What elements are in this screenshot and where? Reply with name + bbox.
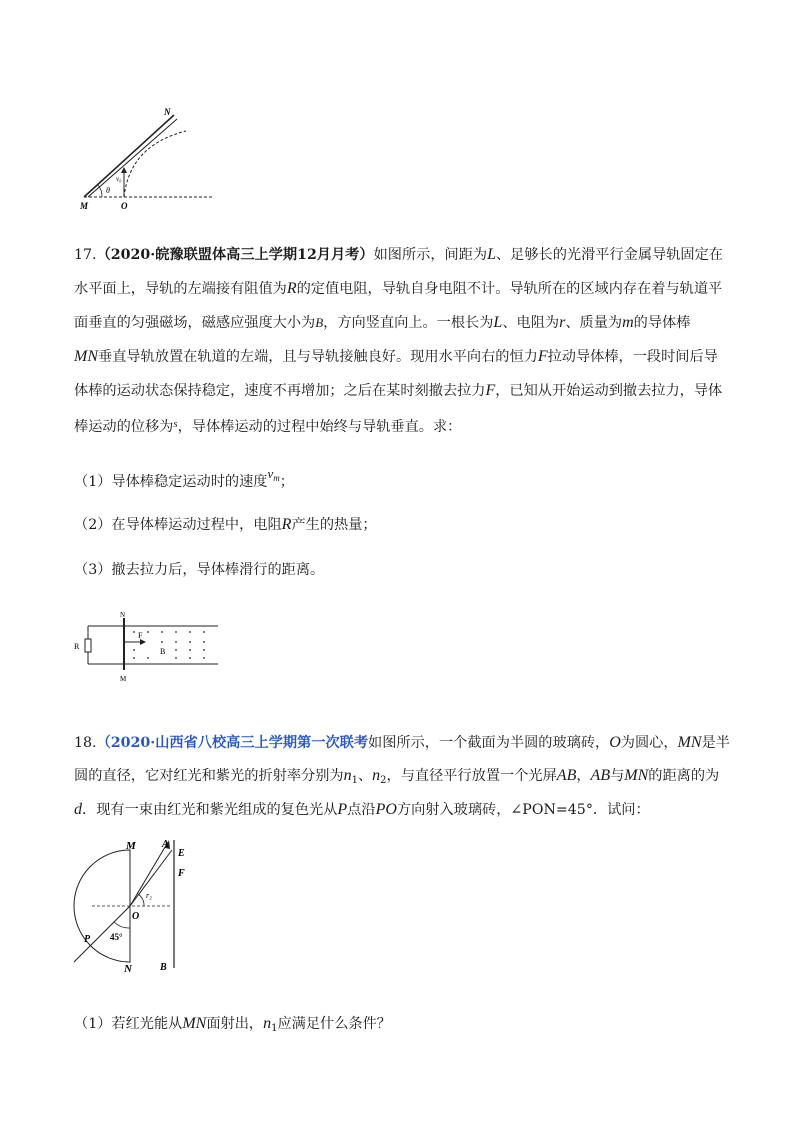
field-dots	[133, 631, 205, 659]
q18-line-1	[74, 733, 730, 753]
label-N: N	[120, 611, 126, 619]
q18-source: （2020·山西省八校高三上学期第一次联考	[96, 735, 369, 751]
text: 面垂直的匀强磁场，磁感应强度大小为	[74, 315, 316, 331]
incline-rail-2	[88, 119, 177, 197]
label-O: O	[132, 911, 140, 922]
var-m-sub: m	[273, 473, 280, 483]
sub-1: 1	[351, 775, 358, 786]
var-L: L	[487, 246, 496, 263]
semicircle-glass-diagram	[72, 836, 202, 976]
var-d: d	[74, 801, 82, 818]
q17-line-3	[74, 313, 690, 333]
q17-number: 17.	[74, 247, 97, 263]
text: ，与直径平行放置一个光屏	[386, 768, 557, 784]
var-MN: MN	[624, 767, 649, 784]
resistor	[85, 639, 91, 652]
text: ，已知从开始运动到撤去拉力，导体	[495, 383, 723, 399]
text: 如图所示，间距为	[373, 247, 488, 263]
label-A: A	[162, 839, 169, 850]
var-AB: AB	[556, 767, 577, 784]
label-M: M	[120, 675, 127, 683]
q17-line-5	[74, 381, 722, 401]
label-v0: v₀	[116, 175, 122, 183]
var-P: P	[337, 801, 348, 818]
text: 水平面上，导轨的左端接有阻值为	[74, 281, 287, 297]
label-B: B	[160, 647, 166, 656]
label-45: 45°	[110, 932, 123, 942]
angle-PON: ∠PON=45°	[510, 802, 593, 818]
text: 方向射入玻璃砖，	[396, 802, 511, 818]
text: 为圆心，	[620, 735, 678, 751]
text: 圆的直径，它对红光和紫光的折射率分别为	[74, 768, 344, 784]
var-MN: MN	[677, 734, 702, 751]
q18-line-3	[74, 800, 650, 820]
var-m: m	[622, 314, 634, 331]
text: 是半	[701, 735, 730, 751]
incline-diagram	[78, 105, 218, 217]
q18-line-2	[74, 766, 719, 791]
label-r2: r₂	[146, 891, 152, 900]
rail-circuit-diagram	[74, 608, 224, 688]
sub-2: 2	[380, 775, 387, 786]
text: 产生的热量；	[291, 517, 377, 533]
var-L: L	[493, 314, 503, 331]
q18-sub-1	[74, 1014, 391, 1039]
var-F: F	[485, 382, 496, 399]
text: 、足够长的光滑平行金属导轨固定在	[495, 247, 723, 263]
var-B: B	[315, 315, 324, 330]
q17-source: （2020·皖豫联盟体高三上学期12月月考）	[96, 247, 374, 263]
var-AB: AB	[590, 767, 611, 784]
q17-line-2	[74, 279, 722, 299]
text: 、质量为	[565, 315, 623, 331]
text: （3）撤去拉力后，导体棒滑行的距离。	[74, 562, 325, 578]
text: ；	[279, 474, 294, 490]
text: （1）导体棒稳定运动时的速度	[74, 474, 268, 490]
label-N: N	[164, 107, 171, 117]
sub-1: 1	[271, 1023, 278, 1034]
q17-sub-1	[74, 464, 294, 492]
text: 、	[357, 768, 373, 784]
q17-line-4	[74, 347, 718, 367]
q17-line-6	[74, 414, 461, 437]
text: 垂直导轨放置在轨道的左端，且与导轨接触良好。现用水平向右的恒力	[98, 349, 538, 365]
q17-sub-3	[74, 560, 324, 580]
text: ，	[576, 768, 591, 784]
var-O: O	[609, 734, 621, 751]
label-theta: θ	[106, 186, 110, 195]
text: 、电阻为	[502, 315, 560, 331]
label-P: P	[84, 934, 91, 945]
text: 的定值电阻，导轨自身电阻不计。导轨所在的区域内存在着与轨道平	[296, 281, 723, 297]
var-r: r	[559, 314, 566, 331]
trajectory-curve	[124, 131, 186, 197]
label-N: N	[124, 963, 132, 975]
text: ．现有一束由红光和紫光组成的复色光从	[82, 802, 338, 818]
text: 棒运动的位移为	[74, 419, 174, 435]
text: ．试问：	[592, 802, 650, 818]
text: 如图所示，一个截面为半圆的玻璃砖，	[368, 735, 610, 751]
var-R: R	[286, 280, 297, 297]
label-M: M	[126, 840, 136, 852]
label-M: M	[80, 201, 89, 211]
text: （2）在导体棒运动过程中，电阻	[74, 517, 282, 533]
text: 应满足什么条件？	[277, 1016, 391, 1032]
var-F: F	[537, 348, 548, 365]
text: 点沿	[347, 802, 376, 818]
label-F: F	[138, 631, 143, 640]
var-MN: MN	[182, 1015, 207, 1032]
angle-arc-45	[114, 922, 130, 928]
label-R: R	[74, 642, 80, 651]
label-O: O	[121, 201, 128, 211]
incline-rail	[84, 115, 174, 197]
text: ，方向竖直向上。一根长为	[323, 315, 494, 331]
var-MN: MN	[74, 348, 98, 365]
var-R: R	[281, 516, 292, 533]
var-s: s	[173, 418, 178, 430]
text: 与	[610, 768, 625, 784]
text: 的距离的为	[648, 768, 720, 784]
var-n1: n	[343, 767, 352, 784]
text: 体棒的运动状态保持稳定，速度不再增加；之后在某时刻撤去拉力	[74, 383, 486, 399]
var-n1: n	[263, 1015, 272, 1032]
text: 的导体棒	[633, 315, 691, 331]
var-v: v	[267, 466, 274, 481]
angle-arc-r2	[138, 894, 144, 906]
label-B: B	[160, 962, 167, 973]
q17-sub-2	[74, 515, 377, 535]
text: ，导体棒运动的过程中始终与导轨垂直。求：	[177, 419, 462, 435]
label-E: E	[178, 848, 185, 859]
text: 面射出，	[206, 1016, 264, 1032]
q17-line-1	[74, 245, 723, 265]
var-PO: PO	[375, 801, 397, 818]
label-F: F	[178, 868, 185, 879]
var-n2: n	[372, 767, 381, 784]
q18-number: 18.	[74, 735, 97, 751]
text: （1）若红光能从	[74, 1016, 183, 1032]
text: 拉动导体棒，一段时间后导	[547, 349, 718, 365]
